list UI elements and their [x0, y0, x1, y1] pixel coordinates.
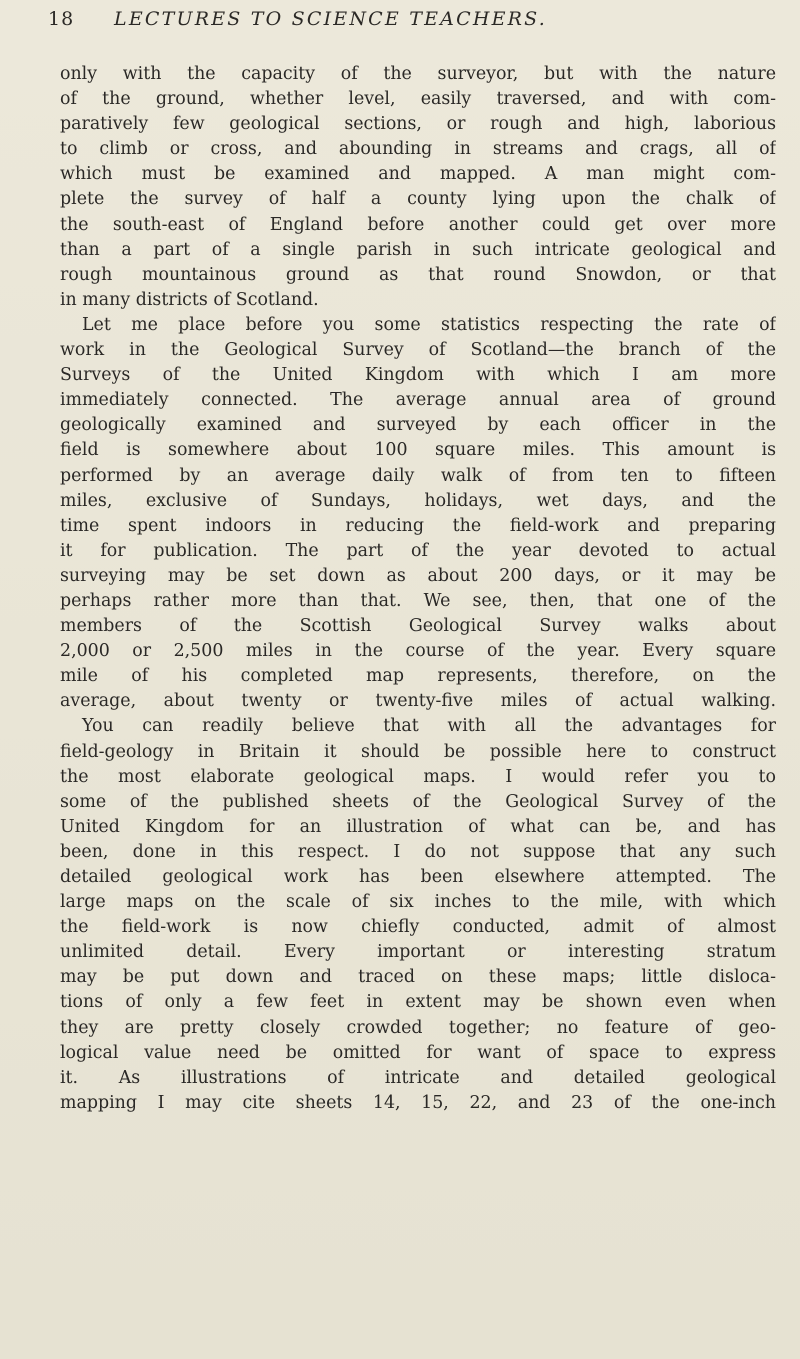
- text-line: detailed geological work has been elsewhere attempted. The: [60, 867, 776, 887]
- text-line: members of the Scottish Geological Survey walks about: [60, 616, 776, 637]
- text-line: been, done in this respect. I do not suppose that any such: [60, 841, 776, 862]
- text-line: surveying may be set down as about 200 days, or it may be: [60, 565, 776, 586]
- paragraph-start-line: Let me place before you some statistics respecting the rate of: [82, 314, 776, 335]
- text-line: it for publication. The part of the year devoted to actual: [60, 540, 776, 561]
- text-line: in many districts of Scotland.: [60, 289, 319, 310]
- text-line: 2,000 or 2,500 miles in the course of the year. Every square: [60, 641, 776, 662]
- text-line: field is somewhere about 100 square miles. This amount is: [60, 440, 776, 461]
- text-line: work in the Geological Survey of Scotland—the branch of the: [60, 340, 776, 361]
- page-number: 18: [48, 8, 75, 30]
- text-line: performed by an average daily walk of from ten to fifteen: [60, 465, 776, 486]
- page-header: [48, 8, 768, 38]
- text-line: rough mountainous ground as that round Snowdon, or that: [60, 264, 776, 285]
- text-line: immediately connected. The average annual area of ground: [60, 390, 776, 411]
- text-line: average, about twenty or twenty-five miles of actual walking.: [60, 691, 776, 712]
- text-line: miles, exclusive of Sundays, holidays, wet days, and the: [60, 490, 776, 511]
- text-line: field-geology in Britain it should be possible here to construct: [60, 741, 776, 762]
- text-line: some of the published sheets of the Geological Survey of the: [60, 791, 776, 812]
- text-line: only with the capacity of the surveyor, but with the nature: [60, 64, 776, 84]
- text-line: mile of his completed map represents, therefore, on the: [60, 666, 776, 687]
- text-line: may be put down and traced on these maps; little disloca-: [60, 967, 776, 988]
- text-line: paratively few geological sections, or rough and high, laborious: [60, 114, 776, 135]
- text-line: perhaps rather more than that. We see, then, that one of the: [60, 590, 776, 611]
- running-head: LECTURES TO SCIENCE TEACHERS.: [114, 8, 547, 30]
- text-line: they are pretty closely crowded together; no feature of geo-: [60, 1017, 776, 1038]
- text-line: unlimited detail. Every important or interesting stratum: [60, 942, 776, 963]
- text-line: large maps on the scale of six inches to the mile, with which: [60, 892, 776, 913]
- text-line: You can readily believe that with all the advantages for: [82, 716, 776, 737]
- text-line: the south-east of England before another could get over more: [60, 214, 776, 235]
- text-line: than a part of a single parish in such intricate geological and: [60, 239, 776, 260]
- text-line: geologically examined and surveyed by each officer in the: [60, 415, 776, 436]
- text-line: tions of only a few feet in extent may be shown even when: [60, 992, 776, 1013]
- text-line: of the ground, whether level, easily traversed, and with com-: [60, 89, 776, 110]
- text-line: Surveys of the United Kingdom with which I am more: [60, 365, 776, 386]
- body-text: [60, 62, 776, 1116]
- text-line: plete the survey of half a county lying upon the chalk of: [60, 189, 776, 210]
- text-line: it. As illustrations of intricate and detailed geological: [60, 1067, 776, 1088]
- text-line: United Kingdom for an illustration of what can be, and has: [60, 816, 776, 837]
- text-line: the field-work is now chiefly conducted, admit of almost: [60, 917, 776, 938]
- text-line: time spent indoors in reducing the field-work and preparing: [60, 515, 776, 536]
- text-line: mapping I may cite sheets 14, 15, 22, and 23 of the one-inch: [60, 1092, 776, 1113]
- text-line: the most elaborate geological maps. I would refer you to: [60, 766, 776, 787]
- text-line: to climb or cross, and abounding in streams and crags, all of: [60, 139, 776, 160]
- text-line: which must be examined and mapped. A man might com-: [60, 164, 776, 185]
- text-line: logical value need be omitted for want of space to express: [60, 1042, 776, 1063]
